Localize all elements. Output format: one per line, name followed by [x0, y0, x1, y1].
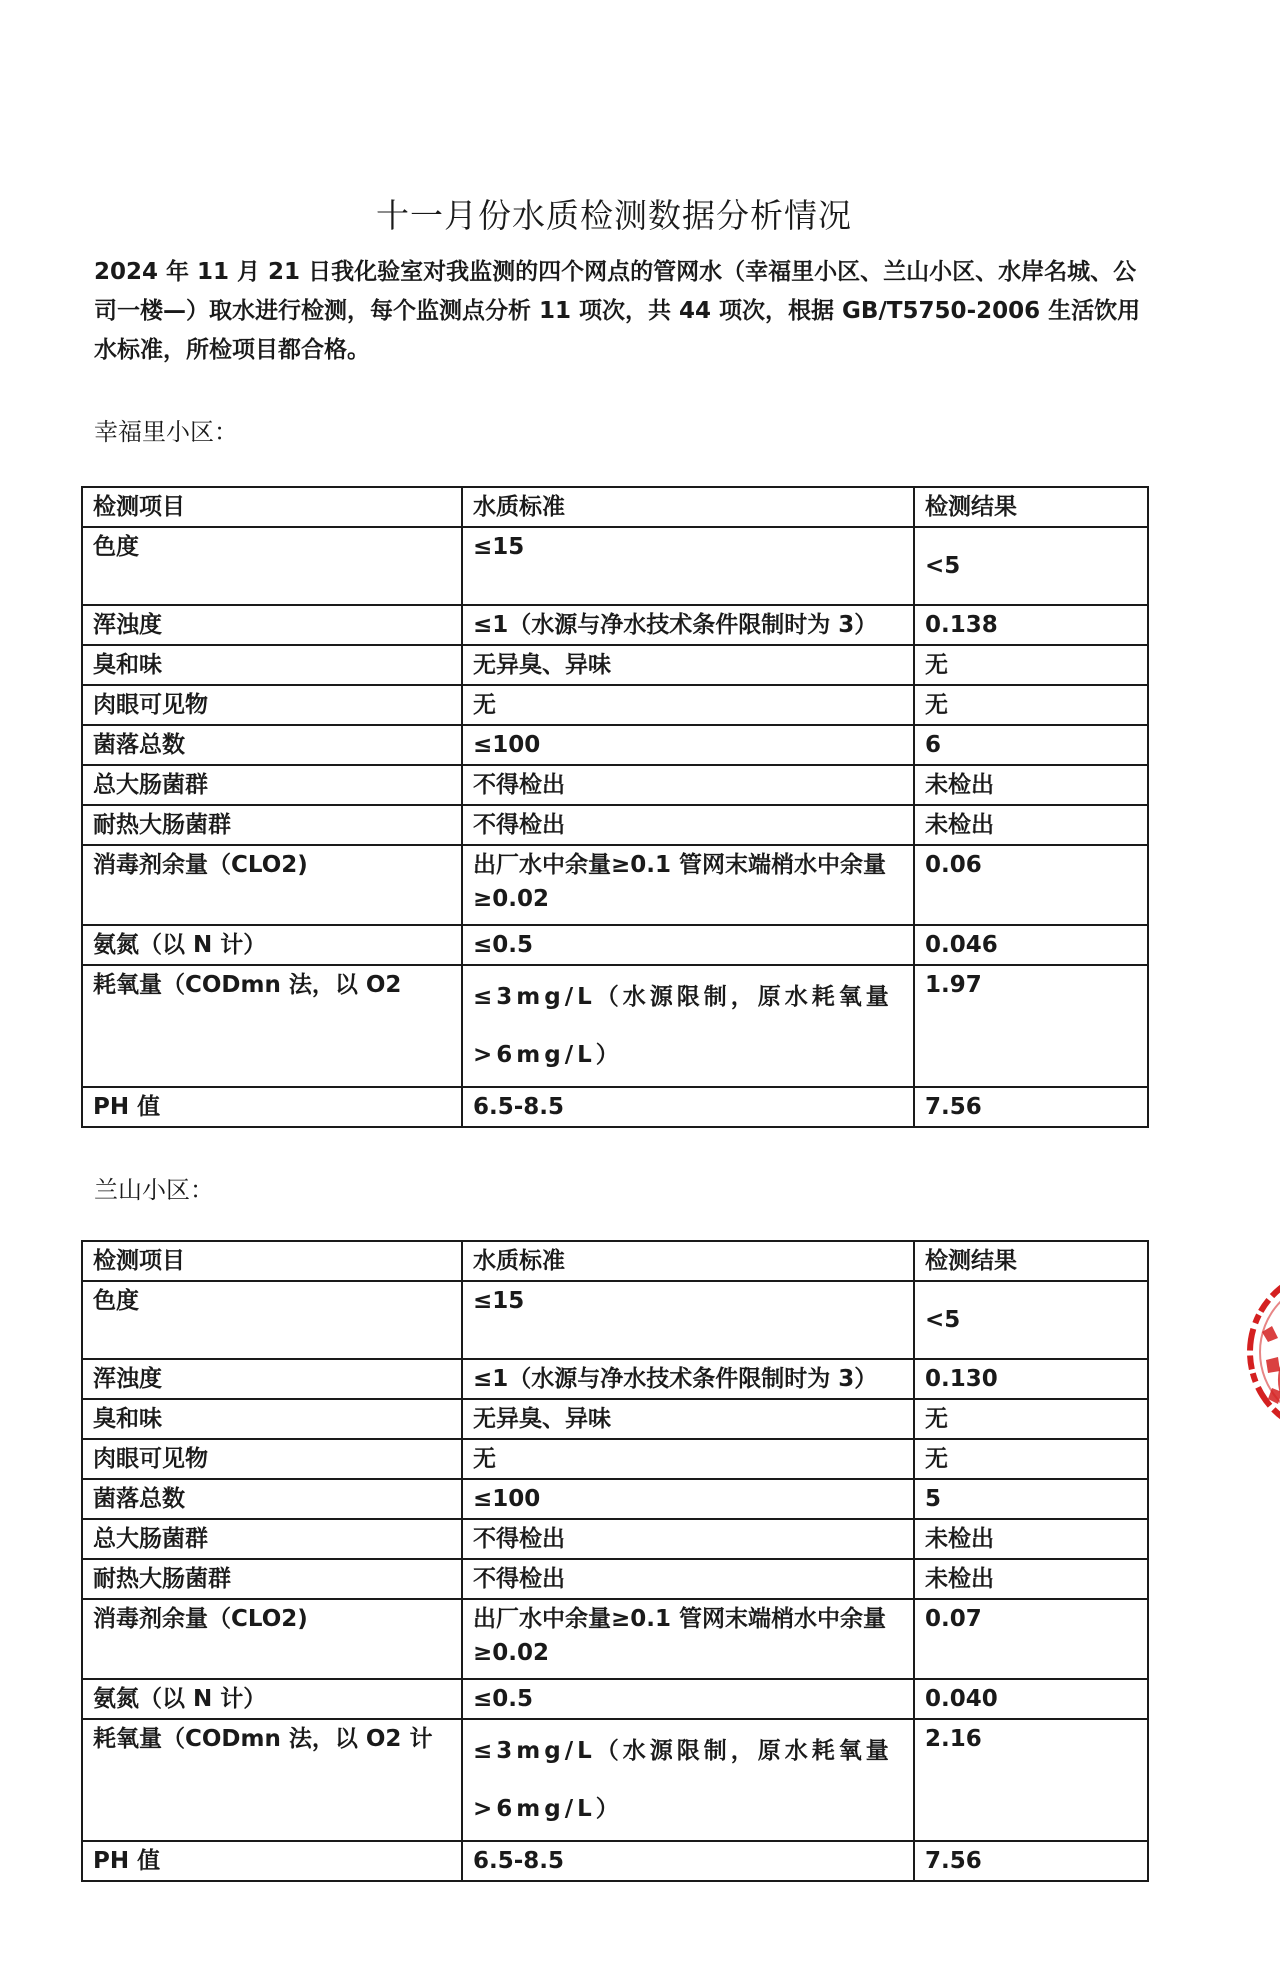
cell-result: 1.97: [914, 965, 1148, 1087]
cell-standard: ≤15: [462, 527, 914, 605]
cell-result: 7.56: [914, 1841, 1148, 1881]
table-row: [82, 845, 1148, 925]
red-seal-stamp-icon: [1222, 1262, 1280, 1442]
header-item: 检测项目: [82, 1241, 462, 1281]
table-header-row: [82, 1241, 1148, 1281]
cell-item: PH 值: [82, 1841, 462, 1881]
table-row: [82, 1281, 1148, 1359]
cell-result: 未检出: [914, 765, 1148, 805]
cell-result: 0.130: [914, 1359, 1148, 1399]
table-row: [82, 1399, 1148, 1439]
cell-result: 0.040: [914, 1679, 1148, 1719]
cell-result: 0.138: [914, 605, 1148, 645]
table-row: [82, 965, 1148, 1087]
table-row: [82, 925, 1148, 965]
cell-standard: ≤1（水源与净水技术条件限制时为 3）: [462, 605, 914, 645]
cell-result: 未检出: [914, 1519, 1148, 1559]
cell-standard: 6.5-8.5: [462, 1841, 914, 1881]
table-row: [82, 1841, 1148, 1881]
cell-item: 耗氧量（CODmn 法，以 O2 计: [82, 1719, 462, 1841]
cell-item: 氨氮（以 N 计）: [82, 925, 462, 965]
cell-item: 色度: [82, 527, 462, 605]
cell-result: 7.56: [914, 1087, 1148, 1127]
cell-result: <5: [914, 527, 1148, 605]
table-row: [82, 1559, 1148, 1599]
cell-standard: ≤100: [462, 1479, 914, 1519]
cell-result: 2.16: [914, 1719, 1148, 1841]
table-row: [82, 1599, 1148, 1679]
cell-standard: ≤3mg/L（水源限制，原水耗氧量>6mg/L）: [462, 965, 914, 1087]
cell-result: 未检出: [914, 805, 1148, 845]
cell-standard: 出厂水中余量≥0.1 管网末端梢水中余量≥0.02: [462, 845, 914, 925]
table-row: [82, 1087, 1148, 1127]
cell-item: 耐热大肠菌群: [82, 805, 462, 845]
cell-standard: ≤100: [462, 725, 914, 765]
cell-result: <5: [914, 1281, 1148, 1359]
cell-standard: 无异臭、异味: [462, 645, 914, 685]
cell-standard: 无异臭、异味: [462, 1399, 914, 1439]
cell-result: 无: [914, 685, 1148, 725]
header-standard: 水质标准: [462, 487, 914, 527]
cell-result: 未检出: [914, 1559, 1148, 1599]
cell-standard: ≤0.5: [462, 925, 914, 965]
cell-result: 0.06: [914, 845, 1148, 925]
cell-standard: ≤1（水源与净水技术条件限制时为 3）: [462, 1359, 914, 1399]
cell-result: 6: [914, 725, 1148, 765]
cell-standard: ≤0.5: [462, 1679, 914, 1719]
cell-result: 无: [914, 1399, 1148, 1439]
cell-item: 浑浊度: [82, 1359, 462, 1399]
cell-standard: 6.5-8.5: [462, 1087, 914, 1127]
cell-result: 无: [914, 645, 1148, 685]
cell-standard: ≤3mg/L（水源限制，原水耗氧量>6mg/L）: [462, 1719, 914, 1841]
cell-item: 氨氮（以 N 计）: [82, 1679, 462, 1719]
header-item: 检测项目: [82, 487, 462, 527]
cell-standard: 不得检出: [462, 1559, 914, 1599]
cell-standard: 出厂水中余量≥0.1 管网末端梢水中余量≥0.02: [462, 1599, 914, 1679]
table-row: [82, 1439, 1148, 1479]
section-label-lanshan: 兰山小区：: [94, 1176, 214, 1204]
header-standard: 水质标准: [462, 1241, 914, 1281]
cell-item: 消毒剂余量（CLO2): [82, 1599, 462, 1679]
cell-result: 0.07: [914, 1599, 1148, 1679]
section-label-xingfuli: 幸福里小区：: [94, 418, 238, 446]
cell-item: 浑浊度: [82, 605, 462, 645]
cell-item: PH 值: [82, 1087, 462, 1127]
cell-standard: ≤15: [462, 1281, 914, 1359]
cell-item: 菌落总数: [82, 1479, 462, 1519]
table-row: [82, 645, 1148, 685]
cell-item: 耐热大肠菌群: [82, 1559, 462, 1599]
header-result: 检测结果: [914, 487, 1148, 527]
page-title: 十一月份水质检测数据分析情况: [376, 196, 852, 235]
table-row: [82, 1479, 1148, 1519]
table-row: [82, 605, 1148, 645]
table-row: [82, 1679, 1148, 1719]
table-row: [82, 725, 1148, 765]
cell-standard: 无: [462, 1439, 914, 1479]
cell-item: 耗氧量（CODmn 法，以 O2: [82, 965, 462, 1087]
table-row: [82, 685, 1148, 725]
cell-item: 总大肠菌群: [82, 765, 462, 805]
cell-standard: 不得检出: [462, 765, 914, 805]
table-row: [82, 765, 1148, 805]
cell-item: 色度: [82, 1281, 462, 1359]
cell-result: 无: [914, 1439, 1148, 1479]
intro-paragraph: 2024 年 11 月 21 日我化验室对我监测的四个网点的管网水（幸福里小区、兰山小区、水岸名城、公司一楼—）取水进行检测，每个监测点分析 11 项次，共 44 项次，根据 GB/T5750-2006 生活饮用水标准，所检项目都合格。: [94, 259, 1141, 363]
cell-item: 臭和味: [82, 1399, 462, 1439]
table-row: [82, 1359, 1148, 1399]
cell-result: 0.046: [914, 925, 1148, 965]
table-row: [82, 805, 1148, 845]
cell-item: 肉眼可见物: [82, 685, 462, 725]
cell-item: 菌落总数: [82, 725, 462, 765]
cell-standard: 不得检出: [462, 805, 914, 845]
cell-standard: 无: [462, 685, 914, 725]
water-quality-table-lanshan: [81, 1240, 1149, 1882]
cell-item: 总大肠菌群: [82, 1519, 462, 1559]
table-row: [82, 1519, 1148, 1559]
cell-item: 消毒剂余量（CLO2): [82, 845, 462, 925]
table-row: [82, 527, 1148, 605]
cell-item: 臭和味: [82, 645, 462, 685]
water-quality-table-xingfuli: [81, 486, 1149, 1128]
header-result: 检测结果: [914, 1241, 1148, 1281]
cell-result: 5: [914, 1479, 1148, 1519]
table-row: [82, 1719, 1148, 1841]
cell-item: 肉眼可见物: [82, 1439, 462, 1479]
table-header-row: [82, 487, 1148, 527]
cell-standard: 不得检出: [462, 1519, 914, 1559]
